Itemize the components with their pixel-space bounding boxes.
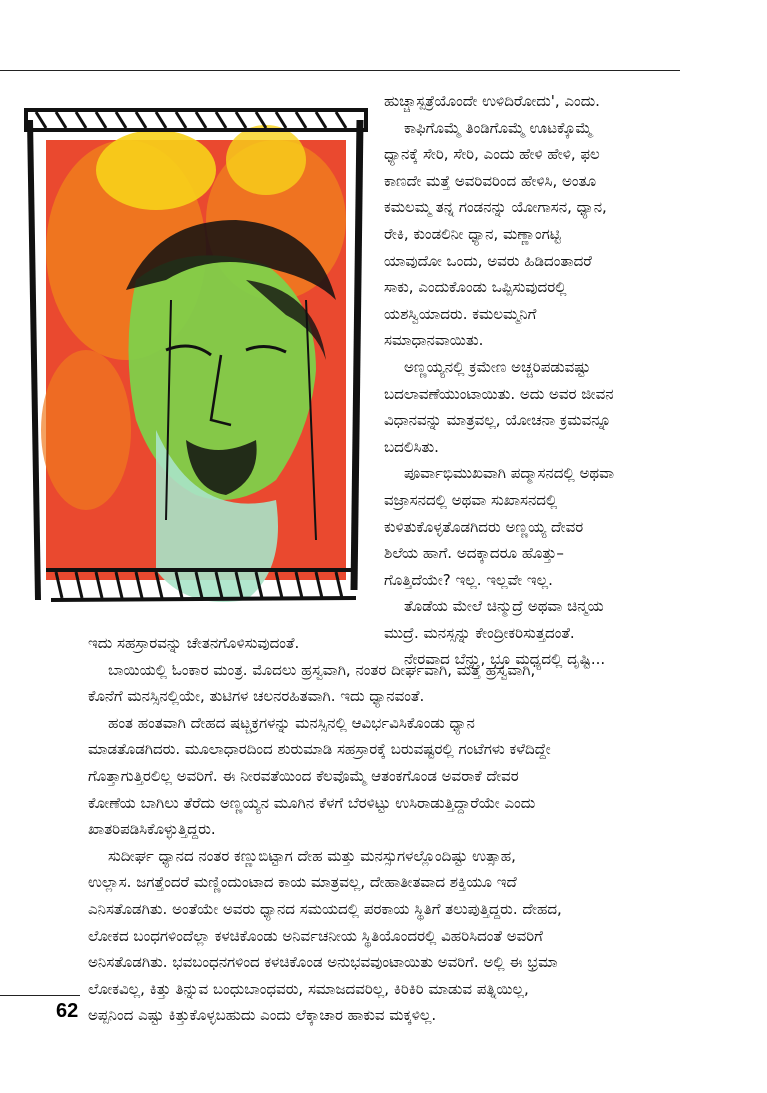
text-line: ಕುಳಿತುಕೊಳ್ಳತೊಡಗಿದರು ಅಣ್ಣಯ್ಯ ದೇವರ	[384, 517, 584, 536]
text-line: ವಿಧಾನವನ್ನು ಮಾತ್ರವಲ್ಲ, ಯೋಚನಾ ಕ್ರಮವನ್ನೂ	[384, 411, 612, 430]
text-line: ಸಮಾಧಾನವಾಯಿತು.	[384, 331, 484, 350]
text-line: ಉಲ್ಲಾಸ. ಜಗತ್ತೆಂದರೆ ಮಣ್ಣಿಂದುಂಟಾದ ಕಾಯ ಮಾತ್ರವಲ್ಲ, ದೇಹಾತೀತವಾದ ಶಕ್ತಿಯೂ ಇದೆ	[88, 873, 517, 892]
text-line: ಗೊತ್ತಿದೆಯೇ? ಇಲ್ಲ. ಇಲ್ಲವೇ ಇಲ್ಲ.	[384, 570, 553, 589]
text-line: ಯಾವುದೋ ಒಂದು, ಅವರು ಹಿಡಿದಂತಾದರೆ	[384, 251, 592, 270]
text-line: ಕೊನೆಗೆ ಮನಸ್ಸಿನಲ್ಲಿಯೇ, ತುಟಿಗಳ ಚಲನರಹಿತವಾಗಿ. ಇದು ಧ್ಯಾನವಂತೆ.	[88, 687, 425, 706]
text-line: ಎನಿಸತೊಡಗಿತು. ಅಂತೆಯೇ ಅವರು ಧ್ಯಾನದ ಸಮಯದಲ್ಲಿ ಪರಕಾಯ ಸ್ಥಿತಿಗೆ ತಲುಪುತ್ತಿದ್ದರು. ದೇಹದ,	[88, 899, 562, 918]
text-line: ಮುದ್ರೆ. ಮನಸ್ಸನ್ನು ಕೇಂದ್ರೀಕರಿಸುತ್ತದಂತೆ.	[384, 623, 575, 642]
full-width-text	[88, 630, 688, 1029]
text-line: ಇದು ಸಹಸ್ರಾರವನ್ನು ಚೇತನಗೊಳಿಸುವುದಂತೆ.	[88, 634, 300, 652]
text-line: ಹಂತ ಹಂತವಾಗಿ ದೇಹದ ಷಟ್ಚಕ್ರಗಳನ್ನು ಮನಸ್ಸಿನಲ್ಲಿ ಆವಿರ್ಭವಿಸಿಕೊಂಡು ಧ್ಯಾನ	[108, 713, 475, 732]
text-line: ಅಪ್ಪನಿಂದ ಎಷ್ಟು ಕಿತ್ತುಕೊಳ್ಳಬಹುದು ಎಂದು ಲೆಕ್ಕಾಚಾರ ಹಾಕುವ ಮಕ್ಕಳಿಲ್ಲ.	[88, 1006, 437, 1025]
text-line: ಅನಿಸತೊಡಗಿತು. ಭವಬಂಧನಗಳಿಂದ ಕಳಚಿಕೊಂಡ ಅನುಭವವುಂಟಾಯಿತು ಅವರಿಗೆ. ಅಲ್ಲಿ ಈ ಭ್ರಮಾ	[88, 953, 558, 972]
text-line: ಬಾಯಿಯಲ್ಲಿ ಓಂಕಾರ ಮಂತ್ರ. ಮೊದಲು ಹ್ರಸ್ವವಾಗಿ, ನಂತರ ದೀರ್ಘವಾಗಿ, ಮತ್ತೆ ಹ್ರಸ್ವವಾಗಿ,	[108, 660, 536, 679]
page-number: 62	[56, 1000, 79, 1022]
text-line: ಲೋಕವಿಲ್ಲ, ಕಿತ್ತು ತಿನ್ನುವ ಬಂಧುಬಾಂಧವರು, ಸಮಾಜದವರಿಲ್ಲ, ಕಿರಿಕಿರಿ ಮಾಡುವ ಪತ್ನಿಯಿಲ್ಲ,	[88, 979, 529, 998]
text-line: ಸಾಕು, ಎಂದುಕೊಂಡು ಒಪ್ಪಿಸುವುದರಲ್ಲಿ	[384, 278, 567, 297]
text-line: ಧ್ಯಾನಕ್ಕೆ ಸೇರಿ, ಸೇರಿ, ಎಂದು ಹೇಳಿ ಹೇಳಿ, ಫಲ	[384, 145, 600, 164]
text-line: ಕಮಲಮ್ಮ ತನ್ನ ಗಂಡನನ್ನು ಯೋಗಾಸನ, ಧ್ಯಾನ,	[384, 198, 607, 217]
text-line: ಕೋಣೆಯ ಬಾಗಿಲು ತೆರೆದು ಅಣ್ಣಯ್ಯನ ಮೂಗಿನ ಕೆಳಗೆ ಬೆರಳಿಟ್ಟು ಉಸಿರಾಡುತ್ತಿದ್ದಾರೆಯೇ ಎಂದು	[88, 793, 536, 812]
text-line: ಯಶಸ್ವಿಯಾದರು. ಕಮಲಮ್ಮನಿಗೆ	[384, 304, 537, 323]
header-rule	[0, 70, 680, 71]
text-line: ರೇಕಿ, ಕುಂಡಲಿನೀ ಧ್ಯಾನ, ಮಣ್ಣಾಂಗಟ್ಟಿ	[384, 224, 561, 243]
text-line: ನೇರವಾದ ಬೆನ್ನು, ಭ್ರೂ ಮಧ್ಯದಲ್ಲಿ ದೃಷ್ಟಿ...	[404, 650, 606, 669]
text-line: ಕಾಣದೇ ಮತ್ತೆ ಅವರಿವರಿಂದ ಹೇಳಿಸಿ, ಅಂತೂ	[384, 171, 597, 190]
text-line: ಖಾತರಿಪಡಿಸಿಕೊಳ್ಳುತ್ತಿದ್ದರು.	[88, 820, 216, 839]
portrait-painting-icon	[16, 100, 376, 632]
text-line: ಪೂರ್ವಾಭಿಮುಖವಾಗಿ ಪದ್ಮಾಸನದಲ್ಲಿ ಅಥವಾ	[404, 464, 615, 483]
text-line: ಅಣ್ಣಯ್ಯನಲ್ಲಿ ಕ್ರಮೇಣ ಅಚ್ಚರಿಪಡುವಷ್ಟು	[404, 357, 591, 376]
right-column-text	[384, 88, 674, 673]
text-line: ಬದಲಿಸಿತು.	[384, 437, 439, 456]
text-line: ಲೋಕದ ಬಂಧಗಳಿಂದೆಲ್ಲಾ ಕಳಚಿಕೊಂಡು ಅನಿರ್ವಚನೀಯ ಸ್ಥಿತಿಯೊಂದರಲ್ಲಿ ವಿಹರಿಸಿದಂತೆ ಅವರಿಗೆ	[88, 926, 543, 945]
text-line: ಹುಚ್ಚಾಸ್ಪತ್ರೆಯೊಂದೇ ಉಳಿದಿರೋದು', ಎಂದು.	[384, 92, 600, 110]
portrait-illustration	[16, 100, 376, 632]
text-line: ಶಿಲೆಯ ಹಾಗೆ. ಅದಕ್ಕಾದರೂ ಹೊತ್ತು–	[384, 544, 564, 563]
text-line: ಕಾಫಿಗೊಮ್ಮೆ ತಿಂಡಿಗೊಮ್ಮೆ ಊಟಕ್ಕೊಮ್ಮೆ	[404, 118, 593, 137]
text-line: ಗೊತ್ತಾಗುತ್ತಿರಲಿಲ್ಲ ಅವರಿಗೆ. ಈ ನೀರವತೆಯಿಂದ ಕೆಲವೊಮ್ಮೆ ಆತಂಕಗೊಂಡ ಅವರಾಕೆ ದೇವರ	[88, 766, 519, 785]
text-line: ತೊಡೆಯ ಮೇಲೆ ಚಿನ್ಮುದ್ರೆ ಅಥವಾ ಚಿನ್ಮಯ	[404, 597, 604, 616]
text-line: ಮಾಡತೊಡಗಿದರು. ಮೂಲಾಧಾರದಿಂದ ಶುರುಮಾಡಿ ಸಹಸ್ರಾರಕ್ಕೆ ಬರುವಷ್ಟರಲ್ಲಿ ಗಂಟೆಗಳು ಕಳೆದಿದ್ದೇ	[88, 740, 551, 759]
text-line: ಬದಲಾವಣೆಯುಂಟಾಯಿತು. ಅದು ಅವರ ಜೀವನ	[384, 384, 614, 403]
text-line: ವಜ್ರಾಸನದಲ್ಲಿ ಅಥವಾ ಸುಖಾಸನದಲ್ಲಿ	[384, 490, 558, 509]
text-line: ಸುದೀರ್ಘ ಧ್ಯಾನದ ನಂತರ ಕಣ್ಣುಬಿಟ್ಟಾಗ ದೇಹ ಮತ್ತು ಮನಸ್ಸುಗಳಲ್ಲೊಂದಿಷ್ಟು ಉತ್ಸಾಹ,	[108, 846, 516, 865]
footer-rule	[0, 995, 80, 996]
